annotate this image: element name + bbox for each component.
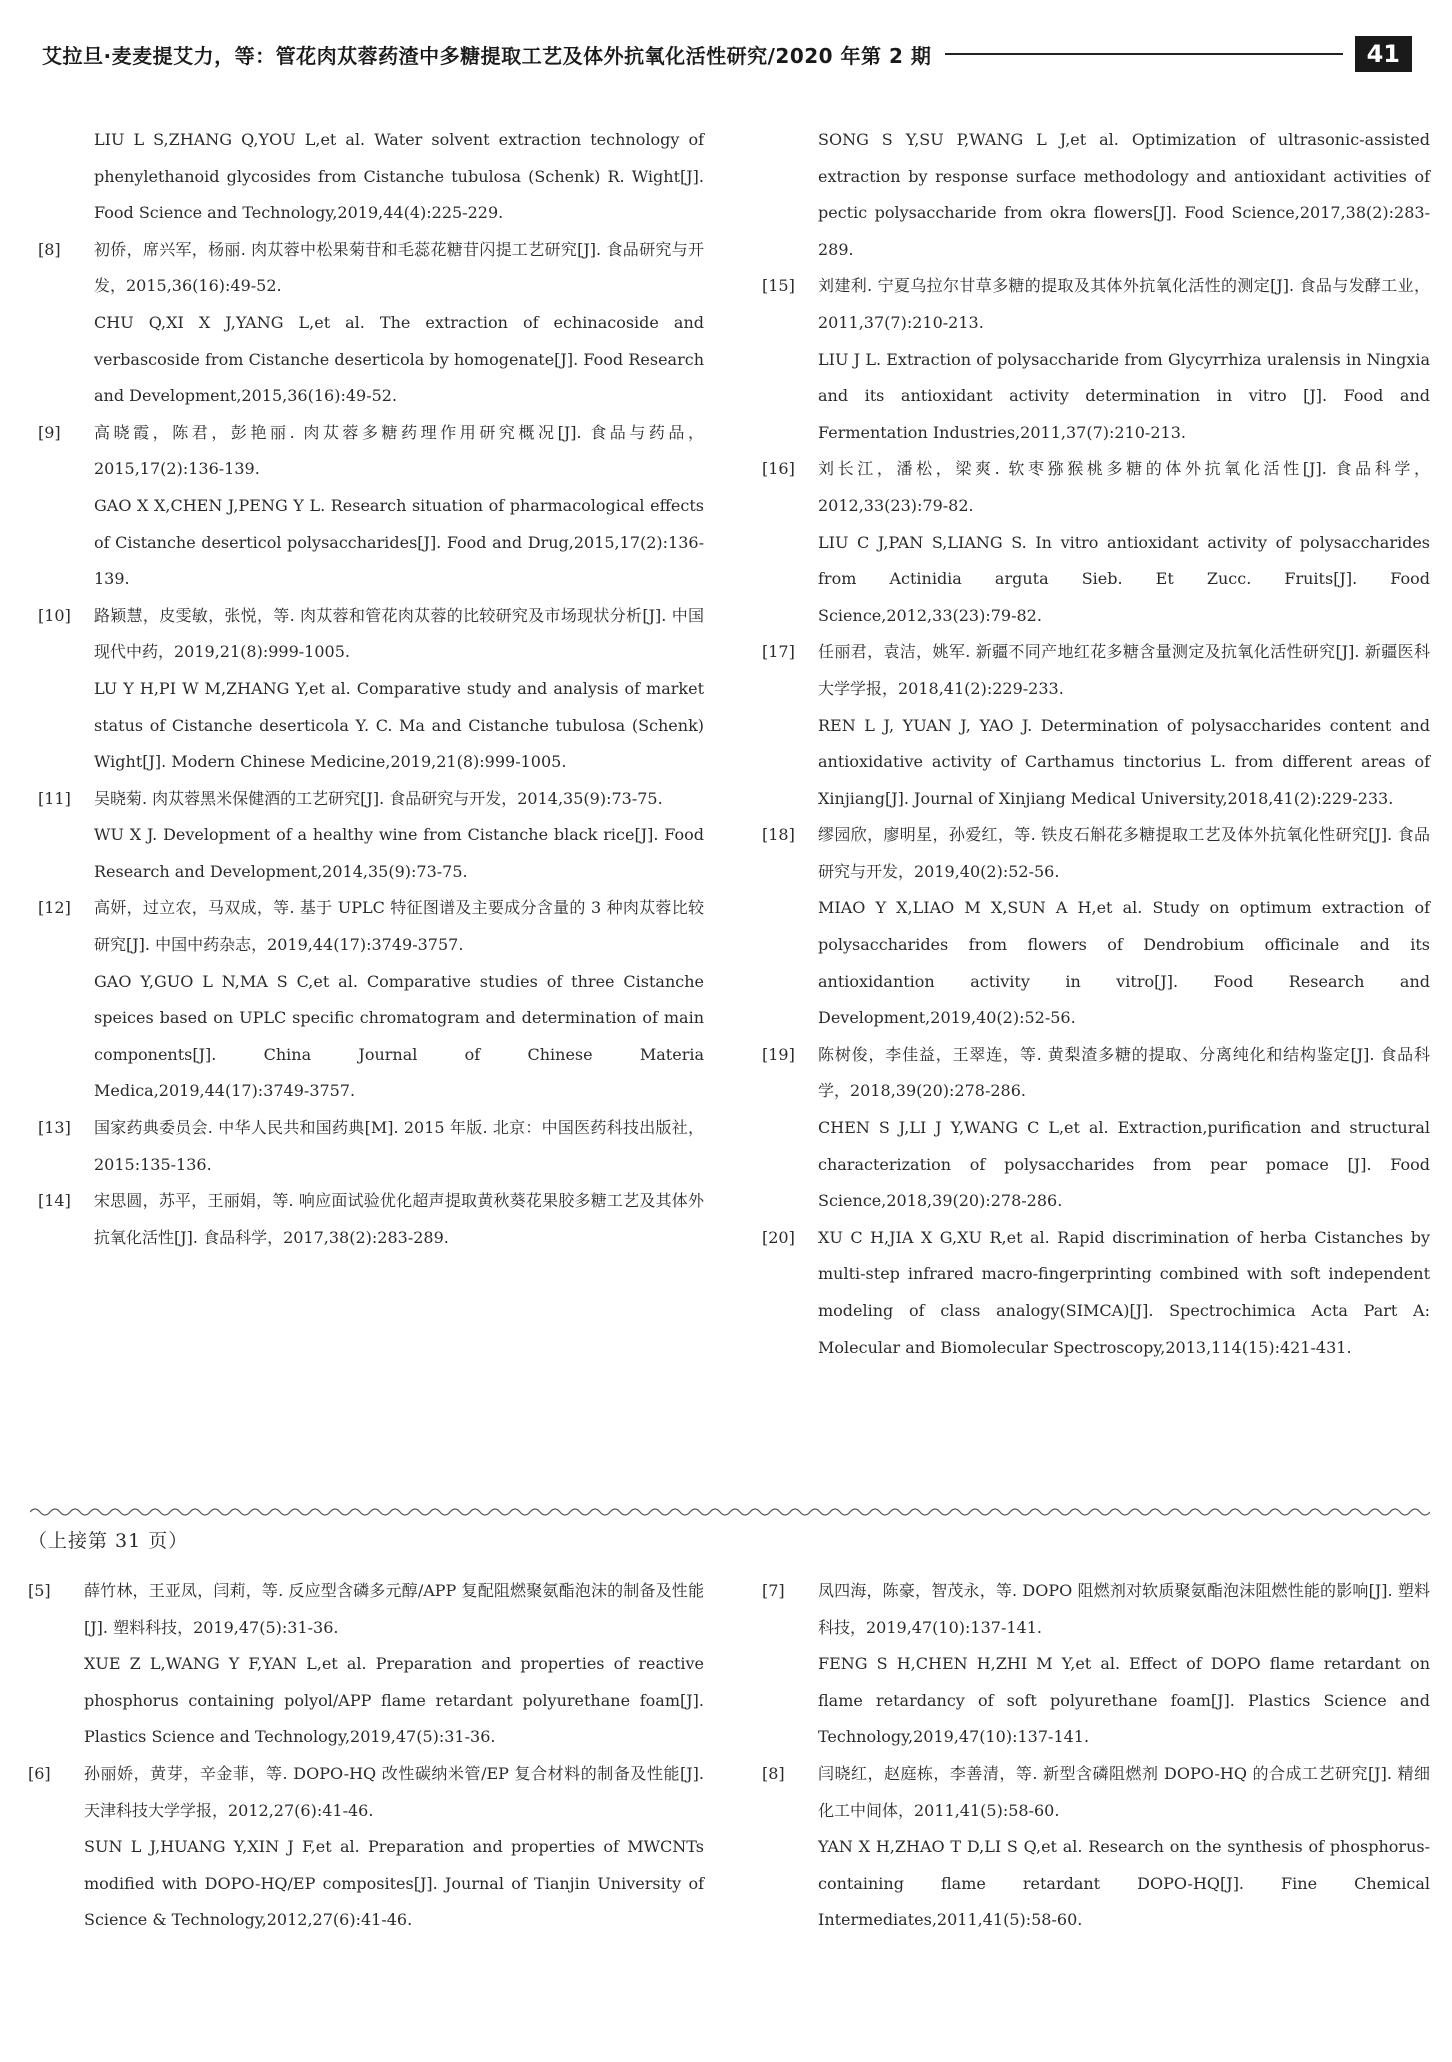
reference-item <box>38 415 704 488</box>
reference-english: YAN X H,ZHAO T D,LI S Q,et al. Research on the synthesis of phosphorus-containing flame retardant DOPO-HQ[J]. Fine Chemical Intermediates,2011,41(5):58-60. <box>818 1837 1430 1930</box>
reference-chinese: 刘长江，潘松，梁爽. 软枣猕猴桃多糖的体外抗氧化活性[J]. 食品科学，2012,33(23):79-82. <box>818 459 1430 515</box>
reference-english: GAO X X,CHEN J,PENG Y L. Research situation of pharmacological effects of Cistanche deserticol polysaccharides[J]. Food and Drug,2015,17(2):136-139. <box>94 495 704 589</box>
reference-chinese: XU C H,JIA X G,XU R,et al. Rapid discrimination of herba Cistanches by multi-step infrared macro-fingerprinting combined with soft independent modeling of class analogy(SIMCA)[J]. Spectrochimica Acta Part A: Molecular and Biomolecular Spectroscopy,2013,114(15):421-431. <box>818 1227 1430 1357</box>
reference-number: [8] <box>38 239 61 259</box>
reference-chinese: 孙丽娇，黄芽，辛金菲，等. DOPO-HQ 改性碳纳米管/EP 复合材料的制备及性能[J]. 天津科技大学学报，2012,27(6):41-46. <box>84 1763 704 1820</box>
reference-continuation: LIU L S,ZHANG Q,YOU L,et al. Water solvent extraction technology of phenylethanoid glycosides from Cistanche tubulosa (Schenk) R. Wight[J]. Food Science and Technology,2019,44(4):225-229. <box>94 130 704 223</box>
reference-chinese: 缪园欣，廖明星，孙爱红，等. 铁皮石斛花多糖提取工艺及体外抗氧化性研究[J]. 食品研究与开发，2019,40(2):52-56. <box>818 825 1430 881</box>
reference-item <box>28 1756 704 1829</box>
reference-item <box>762 1573 1430 1646</box>
reference-number: [16] <box>762 459 795 479</box>
reference-english: CHEN S J,LI J Y,WANG C L,et al. Extraction,purification and structural characterization of polysaccharides from pear pomace [J]. Food Science,2018,39(20):278-286. <box>818 1118 1430 1211</box>
reference-item <box>762 1037 1430 1110</box>
header-rule <box>945 53 1342 55</box>
reference-column-left <box>38 122 704 1256</box>
reference-item <box>38 598 704 671</box>
reference-chinese: 凤四海，陈豪，智茂永，等. DOPO 阻燃剂对软质聚氨酯泡沫阻燃性能的影响[J]. 塑料科技，2019,47(10):137-141. <box>818 1581 1430 1637</box>
reference-continuation: SONG S Y,SU P,WANG L J,et al. Optimization of ultrasonic-assisted extraction by response surface methodology and antioxidant activities of pectic polysaccharide from okra flowers[J]. Food Science,2017,38(2):283-289. <box>818 130 1430 259</box>
reference-chinese: 任丽君，袁洁，姚军. 新疆不同产地红花多糖含量测定及抗氧化活性研究[J]. 新疆医科大学学报，2018,41(2):229-233. <box>818 642 1430 698</box>
reference-number: [8] <box>762 1763 785 1783</box>
reference-item <box>762 634 1430 707</box>
reference-number: [14] <box>38 1191 71 1211</box>
reference-number: [9] <box>38 422 61 442</box>
reference-item <box>38 1110 704 1183</box>
reference-column-left-bottom <box>28 1573 704 1939</box>
reference-item <box>762 1220 1430 1366</box>
reference-english: REN L J, YUAN J, YAO J. Determination of polysaccharides content and antioxidative activity of Carthamus tinctorius L. from different areas of Xinjiang[J]. Journal of Xinjiang Medical University,2018,41(2):229-233. <box>818 715 1430 808</box>
reference-chinese: 吴晓菊. 肉苁蓉黑米保健酒的工艺研究[J]. 食品研究与开发，2014,35(9):73-75. <box>94 788 663 808</box>
reference-number: [19] <box>762 1044 795 1064</box>
reference-column-right-bottom <box>762 1573 1430 1939</box>
reference-english: LIU C J,PAN S,LIANG S. In vitro antioxidant activity of polysaccharides from Actinidia arguta Sieb. Et Zucc. Fruits[J]. Food Science,2012,33(23):79-82. <box>818 532 1430 625</box>
reference-number: [20] <box>762 1227 795 1247</box>
reference-number: [7] <box>762 1581 785 1600</box>
reference-chinese: 刘建利. 宁夏乌拉尔甘草多糖的提取及其体外抗氧化活性的测定[J]. 食品与发酵工业，2011,37(7):210-213. <box>818 276 1430 332</box>
page-number: 41 <box>1355 36 1412 72</box>
reference-number: [10] <box>38 605 71 625</box>
reference-item <box>28 1573 704 1646</box>
reference-number: [5] <box>28 1581 51 1600</box>
running-title: 艾拉旦·麦麦提艾力，等：管花肉苁蓉药渣中多糖提取工艺及体外抗氧化活性研究/2020 年第 2 期 <box>42 43 932 68</box>
reference-chinese: 初侨，席兴军，杨丽. 肉苁蓉中松果菊苷和毛蕊花糖苷闪提工艺研究[J]. 食品研究与开发，2015,36(16):49-52. <box>94 239 704 296</box>
reference-chinese: 高晓霞，陈君，彭艳丽. 肉苁蓉多糖药理作用研究概况[J]. 食品与药品，2015,17(2):136-139. <box>94 422 704 479</box>
reference-number: [17] <box>762 642 795 662</box>
reference-number: [13] <box>38 1118 71 1138</box>
reference-english: SUN L J,HUANG Y,XIN J F,et al. Preparation and properties of MWCNTs modified with DOPO-HQ/EP composites[J]. Journal of Tianjin University of Science & Technology,2012,27(6):41-46. <box>84 1837 704 1930</box>
reference-number: [15] <box>762 276 795 296</box>
reference-english: LU Y H,PI W M,ZHANG Y,et al. Comparative study and analysis of market status of Cistanche deserticola Y. C. Ma and Cistanche tubulosa (Schenk) Wight[J]. Modern Chinese Medicine,2019,21(8):999-1005. <box>94 678 704 772</box>
reference-number: [6] <box>28 1763 51 1783</box>
reference-english: GAO Y,GUO L N,MA S C,et al. Comparative studies of three Cistanche speices based on UPLC specific chromatogram and determination of main components[J]. China Journal of Chinese Materia Medica,2019,44(17):3749-3757. <box>94 971 704 1101</box>
reference-chinese: 路颖慧，皮雯敏，张悦，等. 肉苁蓉和管花肉苁蓉的比较研究及市场现状分析[J]. 中国现代中药，2019,21(8):999-1005. <box>94 605 704 662</box>
reference-chinese: 宋思圆，苏平，王丽娟，等. 响应面试验优化超声提取黄秋葵花果胶多糖工艺及其体外抗氧化活性[J]. 食品科学，2017,38(2):283-289. <box>94 1191 704 1247</box>
reference-item <box>762 817 1430 890</box>
reference-item <box>38 1183 704 1256</box>
reference-number: [12] <box>38 898 71 918</box>
reference-english: CHU Q,XI X J,YANG L,et al. The extraction of echinacoside and verbascoside from Cistanche deserticola by homogenate[J]. Food Research and Development,2015,36(16):49-52. <box>94 312 704 406</box>
reference-english: LIU J L. Extraction of polysaccharide from Glycyrrhiza uralensis in Ningxia and its antioxidant activity determination in vitro [J]. Food and Fermentation Industries,2011,37(7):210-213. <box>818 349 1430 442</box>
reference-english: XUE Z L,WANG Y F,YAN L,et al. Preparation and properties of reactive phosphorus containing polyol/APP flame retardant polyurethane foam[J]. Plastics Science and Technology,2019,47(5):31-36. <box>84 1654 704 1747</box>
reference-item <box>38 781 704 818</box>
reference-number: [18] <box>762 825 795 845</box>
reference-number: [11] <box>38 788 71 808</box>
reference-item <box>38 232 704 305</box>
reference-item <box>38 890 704 963</box>
reference-english: WU X J. Development of a healthy wine from Cistanche black rice[J]. Food Research and Development,2014,35(9):73-75. <box>94 825 704 881</box>
wavy-divider <box>30 1505 1430 1519</box>
reference-english: FENG S H,CHEN H,ZHI M Y,et al. Effect of DOPO flame retardant on flame retardancy of soft polyurethane foam[J]. Plastics Science and Technology,2019,47(10):137-141. <box>818 1654 1430 1747</box>
reference-english: MIAO Y X,LIAO M X,SUN A H,et al. Study on optimum extraction of polysaccharides from flowers of Dendrobium officinale and its antioxidantion activity in vitro[J]. Food Research and Development,2019,40(2):52-56. <box>818 898 1430 1028</box>
continued-from-label: （上接第 31 页） <box>28 1530 189 1552</box>
reference-item <box>762 268 1430 341</box>
running-header <box>42 30 1412 78</box>
reference-item <box>762 451 1430 524</box>
reference-chinese: 薛竹林，王亚凤，闫莉，等. 反应型含磷多元醇/APP 复配阻燃聚氨酯泡沫的制备及性能[J]. 塑料科技，2019,47(5):31-36. <box>84 1581 704 1637</box>
reference-chinese: 陈树俊，李佳益，王翠连，等. 黄梨渣多糖的提取、分离纯化和结构鉴定[J]. 食品科学，2018,39(20):278-286. <box>818 1044 1430 1101</box>
reference-chinese: 高妍，过立农，马双成，等. 基于 UPLC 特征图谱及主要成分含量的 3 种肉苁蓉比较研究[J]. 中国中药杂志，2019,44(17):3749-3757. <box>94 898 704 955</box>
reference-chinese: 闫晓红，赵庭栋，李善清，等. 新型含磷阻燃剂 DOPO-HQ 的合成工艺研究[J]. 精细化工中间体，2011,41(5):58-60. <box>818 1763 1430 1820</box>
reference-chinese: 国家药典委员会. 中华人民共和国药典[M]. 2015 年版. 北京：中国医药科技出版社，2015:135-136. <box>94 1118 704 1174</box>
reference-item <box>762 1756 1430 1829</box>
reference-column-right <box>762 122 1430 1366</box>
